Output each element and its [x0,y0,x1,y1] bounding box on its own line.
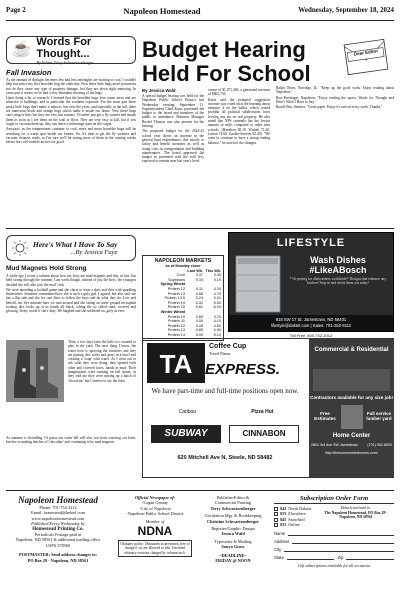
whatisay-byline: ...By Jessica Faye [70,249,118,256]
staff-name: Jessica Wald [221,531,245,537]
market-row: Protein 13 4.56 4.79 [167,291,221,296]
masthead-company: Homestead Printing Co. [32,526,84,532]
staff-role: Reporter/Graphic Design [211,526,255,532]
dear-editor-label: Dear Editor [353,48,379,57]
headline: Budget Hearing Held For School [142,37,311,86]
masthead-email[interactable]: Email: homestead@bektel.com [31,510,85,516]
headline-paragraph: Kurtz said the potential suggestion increase was voted on at the learning about measure 4 on the ballot, which would prohibit all political subdivisions from levying any tax on real property. He also noted that NPS currently has the lowest amount of mills compared to other area schools: (Hazelton 68.18, Wishek 71.20, Linton 74.60, Gackle-Streeter 82.40). "We want to continue to have a strong ending balance," he noted of the changes. [208,97,270,145]
ta-express-word: EXPRESS. [205,361,281,378]
words-paragraph: Upon doing a bit of research, I learned that the boxelder bugs love warm areas and are attracted to buildings, and in particular the southern exposure. For the most part these pesky little bugs don't make it indoors, but over the years, and especially in the fall, there are numerous black and orange bugs which make it inside our home. Now these bugs can't sting or bite, but they are very fast runners. I'd rather just get a fly swatter and smash them as soon as I see them on the wall or floor. They are very easy to kill, but if you forget to vacuum them up, they can leave a red/orange stain on the carpet. [6,96,136,126]
markets-title: NAPOLEON MARKETS [154,258,212,264]
coffee-cup-brand: Coffee Cup [209,343,247,350]
staff-role: Publisher/Editor & [216,495,250,500]
home-center-lumber: Full service lumber yard [366,411,392,422]
caribou-logo: Caribou [178,409,197,415]
words-body [6,78,136,145]
subscription-mail [318,506,394,528]
markets-subtitle: as of Monday close [165,264,201,268]
ads-block [142,338,394,478]
headline-col-2 [208,88,270,146]
whatisay-paragraph: Then, a few days later the little two wanted to play in the yard. The next thing I know, the water hose is spraying the windows and they are putting dirt, rocks and grass in a bowl and creating a 'soup' with water. As I went out to ask what they were doing, they opened each other and covered faces, hands in mud. Their imaginations were running on full steam, as they told me they were mixing up a batch of 'chocolate,' but Creative to say the least. [68,340,136,383]
mail-to: The Napoleon Homestead, PO Box 29 - Napoleon, ND 58561 [324,510,388,520]
masthead-po: PO Box 29 - Napoleon, ND 58561 [27,557,89,563]
market-row: Protein 12 4.11 4.34 [167,286,221,291]
subscription-option[interactable]: $55 Elsewhere [274,511,318,516]
cinnabon-logo: CINNABON [229,425,299,443]
coffee-cup-sub: Travel Plazas [209,351,231,356]
checkbox-icon[interactable] [274,512,278,516]
letter-line: Ralph Olsen, Norridge, IL: "Keep up the good work. Enjoy reading about Napoleon." [276,86,394,95]
section-rule [6,228,394,229]
staff-list [198,495,268,563]
city-field[interactable]: City [274,544,394,552]
official-item: -City of Napoleon [139,505,171,511]
deadline-day: FRIDAY @ NOON [215,558,251,564]
whatisay-title: Here's What I Have To Say [33,240,118,249]
staff-role: Circulation Mgr. & Bookkeeping [204,513,262,519]
letter-line: Ron Kreitinger, Napoleon: "Enjoy reading the sports, Words for Thought and Here's What I Have to Say." [276,95,394,104]
gift-note: Gift subscriptions available for all occasions [297,562,371,568]
boots-photo [6,340,64,402]
official-item: -Napoleon Public School District [126,511,184,517]
headline-byline: By Jessica Wald [142,88,176,93]
staff-role: Typesetter & Mailing [214,538,252,544]
staff-role: Commercial Printing [214,500,252,506]
headline-col-1 [142,94,204,165]
whatisay-body-end [6,436,136,446]
ta-express-ad[interactable] [143,339,307,477]
sun-icon [11,239,29,257]
home-center-ad[interactable] [309,339,394,477]
home-center-name: Home Center [332,433,371,439]
lifestyle-phone: Toll Free: 800-732-2012 [289,333,333,338]
whatisay-paragraph: A while ago I wrote a column about how my boys are mud magnets and this, in fact, has held strong through the summer. Last week though, instead of just the boys, the youngest decided she will also join 'the mud' club. [6,274,136,287]
words-title: Words For Thought... [36,35,92,60]
masthead-web[interactable]: www.napoleonhomestead.com [31,515,85,521]
whatisay-paragraph: As summer is dwindling, I'd guess our water bill will also, not from watering our lawn, but due to making batches of 'chocolate' and continuing to be mud magnets. [6,436,136,445]
masthead-postmaster: POSTMASTER: Send address changes to: [19,552,97,558]
whatisay-body-top [6,274,136,315]
staff-name: Christine Schwartzenberger [207,518,259,524]
words-heading: Fall Invasion [6,68,52,77]
lifestyle-address: 918 SW 17 St. Jamestown, ND 58401 [275,317,347,322]
ta-logo-icon [147,343,205,383]
page-header [6,6,394,18]
home-center-title: Commercial & Residential [314,347,389,353]
checkbox-icon[interactable] [274,523,278,527]
words-byline: By Editor Terry Schwartzenberger [36,59,94,65]
market-row: Protein 14 5.41 5.54 [167,300,221,305]
masthead-title: Napoleon Homestead [18,495,98,505]
masthead-section [6,490,394,608]
state-zip-field[interactable]: State Zip [274,552,394,560]
masthead-phone: Phone: 701-754-2212 [39,505,77,510]
subscription-option[interactable]: $55 Online [274,522,318,527]
lifestyle-contact: lifestyle@daktel.com | Sales: 701-252-8111 [270,322,352,328]
address-field[interactable]: Address [274,536,394,544]
subscription-title: Subscription Order Form [274,495,394,504]
letter-line: Randy Ben, Streeter: "Great paper. Enjoy it's arrival every week. Thanks." [276,105,383,110]
dear-editor-letters [276,86,394,110]
ta-brands-top [151,409,301,415]
market-row: Winter Wheat [160,309,185,314]
home-center-contractors: Contractors available for any size job! [310,395,393,400]
whatisay-banner [6,235,136,261]
ta-address: 620 Mitchell Ave N, Steele, ND 58482 [177,455,273,461]
headline-paragraph: The proposed budget for the 2024-25 school year shows an increase in the general fund expenditures, due mostly to salary and benefit increases as well as rising costs in transportation and building maintenance. The board approved the budget as presented with the mill levy expected to remain near last year's level. [142,129,204,164]
market-row: Protein 13.5 5.24 5.01 [164,296,221,301]
home-center-web[interactable]: http://thehomecenterhomes.com/ [325,451,378,455]
official-newspaper [118,495,192,557]
whatisay-body-side [68,340,136,384]
ndna-logo: NDNA [137,524,173,539]
market-row: Protein 14 5.05 5.10 [167,332,221,337]
market-row: Protein 15 5.81 6.04 [167,305,221,310]
official-item: -Logan County [141,500,169,506]
headline-paragraph: crease of $1,071,406, a generated increase of $802,736. [208,88,270,97]
home-center-phone: (701) 952-8000 [367,443,392,447]
headline-paragraph: A special budget hearing was held for the Napoleon Public School District last Wednesday evening, September 11. Superintendent Chad Kurtz presented the budget to the board and members of the public in attendance. Business Manager Rachel Thomas was also present for the hearing. [142,94,204,129]
market-row: Protein 11 4.05 4.10 [167,319,221,324]
words-paragraph: As the amount of daylight becomes less and less and nights are starting to cool, I couldn't help but notice my first boxelder bug the other day. Now these little bugs aren't poisonous nor do they cause any type of property damage, but they are down right annoying. In years past it seems we've had a very abundant showing of the bugs. [6,78,136,95]
name-field[interactable]: Name [274,528,394,536]
markets-header-row: Last Wk. This Wk. [187,268,221,273]
coffee-mug-icon: ☕ [11,41,32,58]
svg-text:TA: TA [159,349,193,379]
lifestyle-ad[interactable] [228,232,394,332]
subscription-option[interactable]: $42 North Dakota [274,506,318,511]
pizza-hut-logo: Pizza Hut [251,409,274,415]
masthead-pub: Published Every Wednesday by [31,521,85,527]
masthead-office: Periodicals Postage paid at [34,532,82,538]
words-for-thought-banner [6,36,136,64]
obituary-policy: Obituary policy: Obituaries as presented, free of charge if we are allowed to edit. Unedited obituary versions charged by column inch. [118,540,192,557]
header-rule [6,20,394,21]
market-row: Protein 10 3.65 3.70 [167,314,221,319]
lifestyle-brand: LIFESTYLE [276,237,346,249]
subscription-options [274,506,318,528]
lifestyle-contact-band [229,315,393,331]
market-row: Protein 13 4.85 4.90 [167,328,221,333]
lifestyle-headline: Wash Dishes #LikeABosch [309,255,367,275]
house-photo [341,405,363,429]
masthead [6,495,110,563]
market-row: Spring Wheat [160,282,185,287]
member-of: Member of [145,518,165,524]
home-center-address: 2801 3rd Ave SW Jamestown [311,443,359,447]
masthead-usps: USPS 378960 [45,542,71,548]
subway-logo: SUBWAY [151,425,221,443]
lifestyle-subtext: * Or paying for dishwashers worldwide* Designs that enhance any kitchen! Stop in and check them out today! [289,277,387,286]
home-center-free: Free Estimates [314,411,336,422]
paper-name: Napoleon Homestead [123,6,201,16]
ta-tagline: We have part-time and full-time positions open now. [151,387,299,395]
official-title: Official Newspaper of: [134,495,176,500]
home-photo [313,369,390,391]
staff-name: Terry Schwartzenberger [210,505,256,511]
dishwasher-icon [235,255,281,313]
mail-note: Detach and mail to: [340,506,372,510]
napoleon-markets-table [142,255,224,341]
whatisay-heading: Mud Magnets Hold Strong [6,265,87,272]
words-paragraph: Anyways, as the temperatures continue to cool, more and more boxelder bugs will be searching for a warm spot inside our homes. So, it's time to get the fly swatters and vacuum cleaners ready, as I'm sure we'll be seeing more of them in the coming weeks before the cold weather arrives for good. [6,127,136,145]
subscription-option[interactable]: $45 Snowbird [274,517,318,522]
subscription-form [274,495,394,568]
staff-name: Sonya Gross [221,544,245,550]
deadline-label: ~DEADLINE~ [219,552,247,558]
markets-rows [145,273,221,337]
whatisay-paragraph: We were attending a football game and she chose to wear a skirt and shirt with sparkling rhinestones. Someone commented how she is such a girly girl. I agreed, but also said she has a flip side and she for sure likes to follow the boys and do what they do. Low and behold, not five minutes later we turn around and she sitting on some ground an asphalt looking dirt, looks up at us hands all black, sifting the so called sand, covered and glowing. In my world if she's dirty. We laughed and she soldiered on, girly as ever. [6,287,136,314]
masthead-office2: Napoleon, ND 58561 & additional mailing office [15,537,101,543]
market-row: Corn 3.37 3.30 [176,273,221,278]
market-row: Soybeans 9.33 9.19 [168,277,221,282]
market-row: Protein 12 4.45 4.50 [167,323,221,328]
issue-date: Wednesday, September 18, 2024 [298,6,394,14]
page-number: Page 2 [6,6,26,14]
